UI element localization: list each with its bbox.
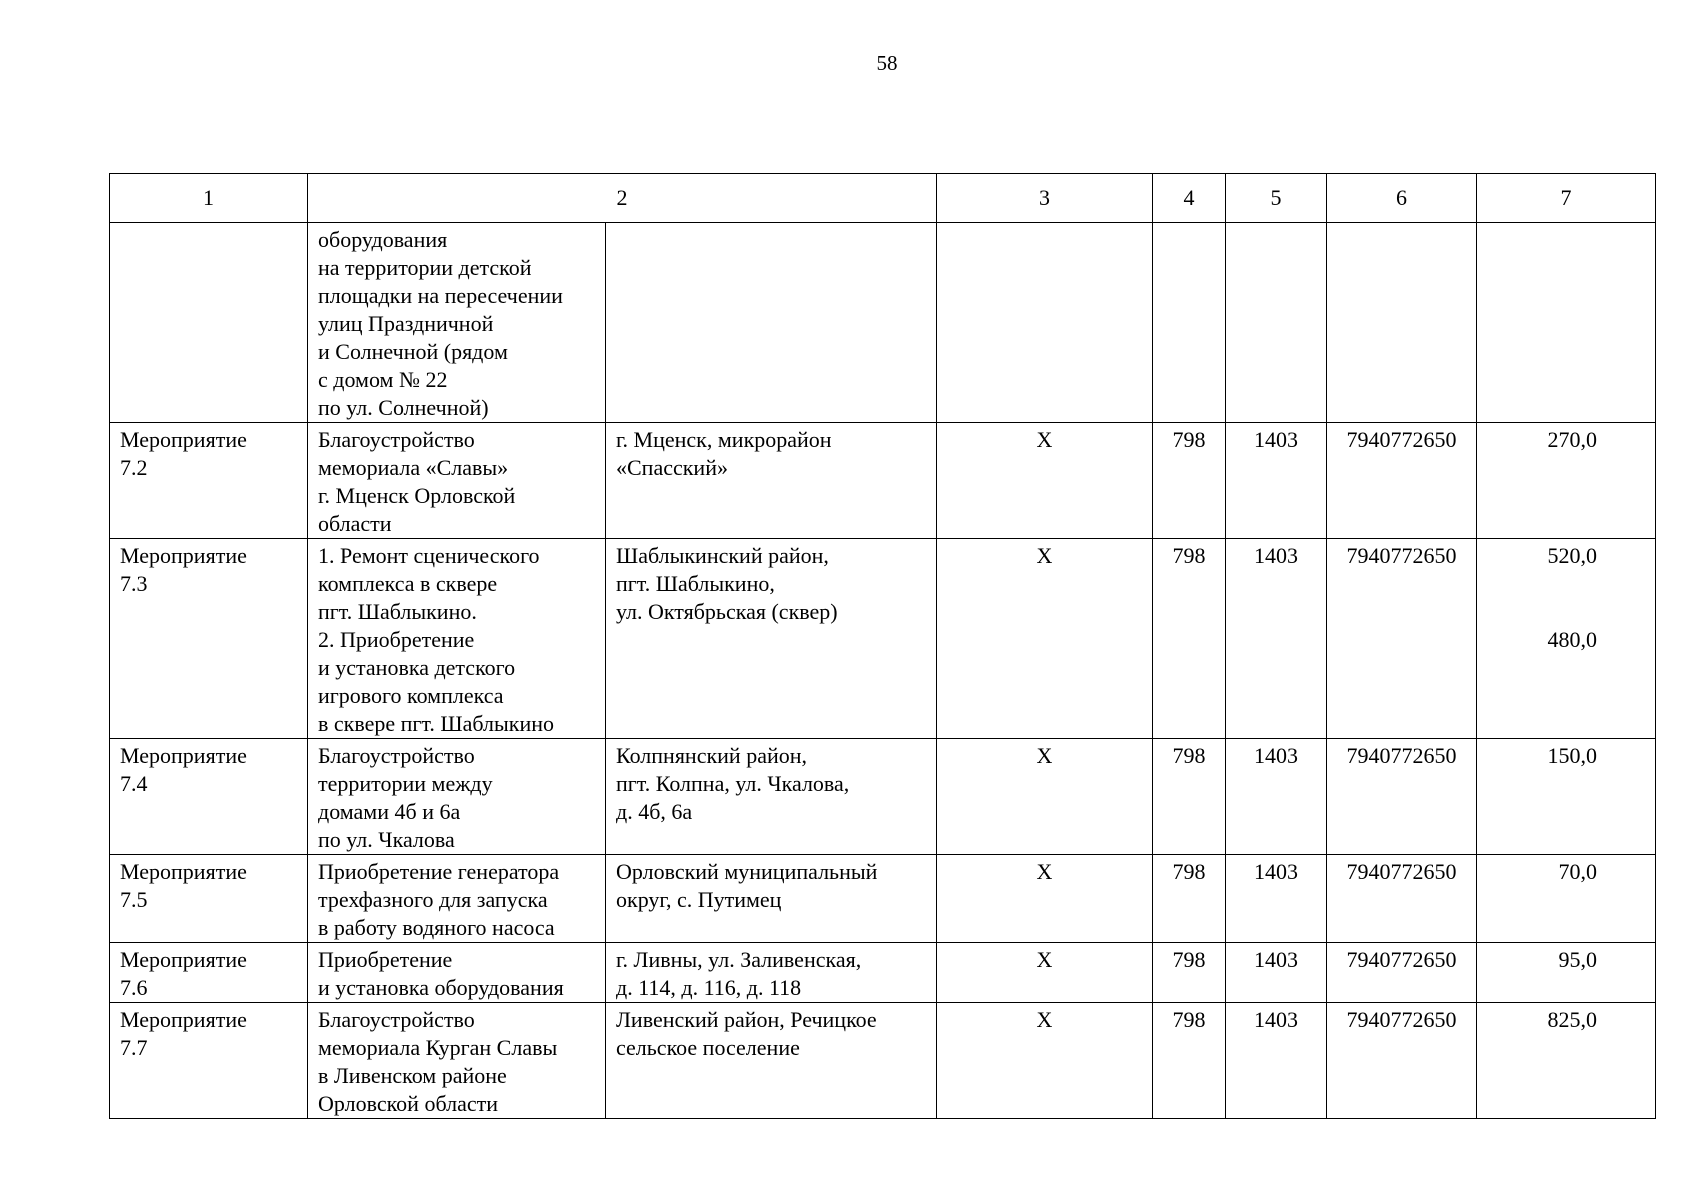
header-col-4: 4 (1153, 174, 1226, 223)
cell-description: Благоустройство мемориала Курган Славы в Ливенском районе Орловской области (308, 1003, 606, 1119)
cell-description: оборудования на территории детской площадки на пересечении улиц Праздничной и Солнечной (рядом с домом № 22 по ул. Солнечной) (308, 223, 606, 423)
cell-code-5: 1403 (1226, 1003, 1327, 1119)
table-row (110, 739, 1656, 855)
cell-empty (110, 223, 308, 423)
cell-code-5: 1403 (1226, 739, 1327, 855)
cell-code-6: 7940772650 (1327, 1003, 1477, 1119)
cell-amount (1477, 739, 1656, 855)
header-col-3: 3 (937, 174, 1153, 223)
cell-code-6: 7940772650 (1327, 423, 1477, 539)
cell-amount (1477, 1003, 1656, 1119)
cell-empty (937, 223, 1153, 423)
table-row (110, 539, 1656, 739)
cell-amount (1477, 943, 1656, 1003)
cell-mark: Х (937, 943, 1153, 1003)
cell-code-6: 7940772650 (1327, 739, 1477, 855)
cell-mark: Х (937, 1003, 1153, 1119)
header-col-6: 6 (1327, 174, 1477, 223)
table-row-continuation (110, 223, 1656, 423)
cell-description: Благоустройство мемориала «Славы» г. Мценск Орловской области (308, 423, 606, 539)
cell-empty (1477, 223, 1656, 423)
cell-code-4: 798 (1153, 855, 1226, 943)
amount-value: 520,0 (1547, 543, 1597, 568)
cell-event: Мероприятие 7.4 (110, 739, 308, 855)
cell-code-4: 798 (1153, 539, 1226, 739)
cell-code-6: 7940772650 (1327, 943, 1477, 1003)
cell-location: г. Мценск, микрорайон «Спасский» (606, 423, 937, 539)
header-row (110, 174, 1656, 223)
cell-description: Приобретение генератора трехфазного для запуска в работу водяного насоса (308, 855, 606, 943)
cell-amount (1477, 423, 1656, 539)
cell-location: Орловский муниципальный округ, с. Путимец (606, 855, 937, 943)
table-row (110, 855, 1656, 943)
cell-code-5: 1403 (1226, 539, 1327, 739)
header-col-7: 7 (1477, 174, 1656, 223)
cell-amount (1477, 855, 1656, 943)
cell-code-6: 7940772650 (1327, 855, 1477, 943)
cell-code-5: 1403 (1226, 423, 1327, 539)
cell-event: Мероприятие 7.7 (110, 1003, 308, 1119)
cell-empty (606, 223, 937, 423)
cell-location: г. Ливны, ул. Заливенская, д. 114, д. 116, д. 118 (606, 943, 937, 1003)
cell-code-5: 1403 (1226, 943, 1327, 1003)
cell-event: Мероприятие 7.5 (110, 855, 308, 943)
header-col-1: 1 (110, 174, 308, 223)
table-row (110, 943, 1656, 1003)
amount-value: 150,0 (1547, 743, 1597, 768)
page-number: 58 (876, 51, 898, 75)
cell-empty (1226, 223, 1327, 423)
cell-empty (1153, 223, 1226, 423)
cell-code-4: 798 (1153, 943, 1226, 1003)
cell-description: Благоустройство территории между домами 4б и 6а по ул. Чкалова (308, 739, 606, 855)
cell-event: Мероприятие 7.6 (110, 943, 308, 1003)
cell-amount (1477, 539, 1656, 739)
cell-code-6: 7940772650 (1327, 539, 1477, 739)
cell-code-4: 798 (1153, 423, 1226, 539)
amount-value: 825,0 (1547, 1007, 1597, 1032)
cell-description: 1. Ремонт сценического комплекса в сквере пгт. Шаблыкино. 2. Приобретение и установка детского игрового комплекса в сквере пгт. Шаблыкино (308, 539, 606, 739)
amount-value: 95,0 (1558, 947, 1597, 972)
cell-mark: Х (937, 739, 1153, 855)
cell-mark: Х (937, 423, 1153, 539)
amount-value: 270,0 (1547, 427, 1597, 452)
cell-code-4: 798 (1153, 1003, 1226, 1119)
cell-location: Колпнянский район, пгт. Колпна, ул. Чкалова, д. 4б, 6а (606, 739, 937, 855)
cell-empty (1327, 223, 1477, 423)
cell-location: Шаблыкинский район, пгт. Шаблыкино, ул. Октябрьская (сквер) (606, 539, 937, 739)
cell-mark: Х (937, 855, 1153, 943)
cell-event: Мероприятие 7.2 (110, 423, 308, 539)
header-col-5: 5 (1226, 174, 1327, 223)
cell-event: Мероприятие 7.3 (110, 539, 308, 739)
cell-code-4: 798 (1153, 739, 1226, 855)
budget-table (109, 173, 1656, 1119)
cell-location: Ливенский район, Речицкое сельское поселение (606, 1003, 937, 1119)
header-col-2: 2 (308, 174, 937, 223)
table-row (110, 423, 1656, 539)
amount-value-2: 480,0 (1547, 627, 1597, 652)
cell-description: Приобретение и установка оборудования (308, 943, 606, 1003)
amount-value: 70,0 (1558, 859, 1597, 884)
table-row (110, 1003, 1656, 1119)
cell-mark: Х (937, 539, 1153, 739)
cell-code-5: 1403 (1226, 855, 1327, 943)
